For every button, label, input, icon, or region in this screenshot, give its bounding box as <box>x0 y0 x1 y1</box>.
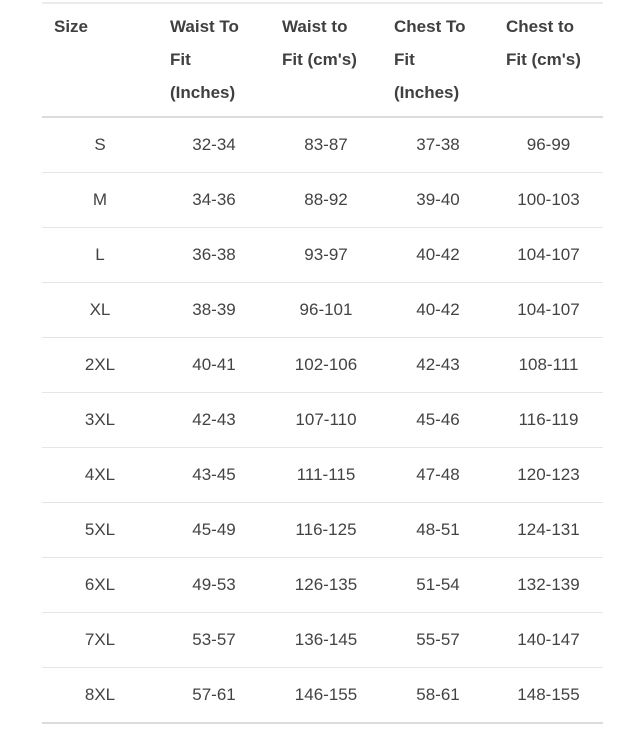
size-cell: 7XL <box>42 613 158 668</box>
waist-cm-cell: 93-97 <box>270 228 382 283</box>
waist-inches-cell: 40-41 <box>158 338 270 393</box>
chest-cm-cell: 104-107 <box>494 283 603 338</box>
waist-inches-cell: 36-38 <box>158 228 270 283</box>
waist-cm-cell: 96-101 <box>270 283 382 338</box>
waist-inches-cell: 38-39 <box>158 283 270 338</box>
chest-cm-cell: 104-107 <box>494 228 603 283</box>
table-row <box>42 503 603 558</box>
table-row <box>42 613 603 668</box>
size-cell: XL <box>42 283 158 338</box>
table-row <box>42 117 603 173</box>
size-cell: 2XL <box>42 338 158 393</box>
chest-inches-cell: 55-57 <box>382 613 494 668</box>
size-cell: L <box>42 228 158 283</box>
chest-cm-cell: 120-123 <box>494 448 603 503</box>
chest-cm-cell: 140-147 <box>494 613 603 668</box>
size-cell: 4XL <box>42 448 158 503</box>
column-header-waist-inches: Waist To Fit (Inches) <box>158 3 270 117</box>
size-cell: 3XL <box>42 393 158 448</box>
chest-cm-cell: 108-111 <box>494 338 603 393</box>
table-row <box>42 283 603 338</box>
header-row <box>42 3 603 117</box>
waist-inches-cell: 49-53 <box>158 558 270 613</box>
size-cell: 8XL <box>42 668 158 724</box>
waist-inches-cell: 32-34 <box>158 117 270 173</box>
waist-inches-cell: 57-61 <box>158 668 270 724</box>
waist-cm-cell: 126-135 <box>270 558 382 613</box>
chest-inches-cell: 47-48 <box>382 448 494 503</box>
table-row <box>42 228 603 283</box>
waist-inches-cell: 53-57 <box>158 613 270 668</box>
table-row <box>42 173 603 228</box>
waist-inches-cell: 42-43 <box>158 393 270 448</box>
size-chart-table <box>42 2 603 724</box>
column-header-chest-inches: Chest To Fit (Inches) <box>382 3 494 117</box>
chest-cm-cell: 116-119 <box>494 393 603 448</box>
table-row <box>42 338 603 393</box>
column-header-chest-cm: Chest to Fit (cm's) <box>494 3 603 117</box>
waist-inches-cell: 45-49 <box>158 503 270 558</box>
table-body <box>42 117 603 723</box>
waist-cm-cell: 146-155 <box>270 668 382 724</box>
chest-inches-cell: 37-38 <box>382 117 494 173</box>
table-header <box>42 3 603 117</box>
column-header-size: Size <box>42 3 158 117</box>
chest-inches-cell: 42-43 <box>382 338 494 393</box>
size-cell: M <box>42 173 158 228</box>
chest-inches-cell: 45-46 <box>382 393 494 448</box>
waist-cm-cell: 102-106 <box>270 338 382 393</box>
size-chart-container <box>42 2 603 724</box>
chest-cm-cell: 124-131 <box>494 503 603 558</box>
table-row <box>42 668 603 724</box>
waist-inches-cell: 34-36 <box>158 173 270 228</box>
table-row <box>42 393 603 448</box>
waist-cm-cell: 136-145 <box>270 613 382 668</box>
waist-inches-cell: 43-45 <box>158 448 270 503</box>
size-cell: 6XL <box>42 558 158 613</box>
chest-inches-cell: 48-51 <box>382 503 494 558</box>
size-cell: S <box>42 117 158 173</box>
column-header-waist-cm: Waist to Fit (cm's) <box>270 3 382 117</box>
chest-inches-cell: 39-40 <box>382 173 494 228</box>
chest-cm-cell: 100-103 <box>494 173 603 228</box>
waist-cm-cell: 116-125 <box>270 503 382 558</box>
chest-inches-cell: 51-54 <box>382 558 494 613</box>
waist-cm-cell: 88-92 <box>270 173 382 228</box>
chest-cm-cell: 132-139 <box>494 558 603 613</box>
waist-cm-cell: 111-115 <box>270 448 382 503</box>
chest-inches-cell: 58-61 <box>382 668 494 724</box>
table-row <box>42 448 603 503</box>
chest-cm-cell: 96-99 <box>494 117 603 173</box>
waist-cm-cell: 107-110 <box>270 393 382 448</box>
table-row <box>42 558 603 613</box>
waist-cm-cell: 83-87 <box>270 117 382 173</box>
chest-cm-cell: 148-155 <box>494 668 603 724</box>
chest-inches-cell: 40-42 <box>382 228 494 283</box>
chest-inches-cell: 40-42 <box>382 283 494 338</box>
size-cell: 5XL <box>42 503 158 558</box>
